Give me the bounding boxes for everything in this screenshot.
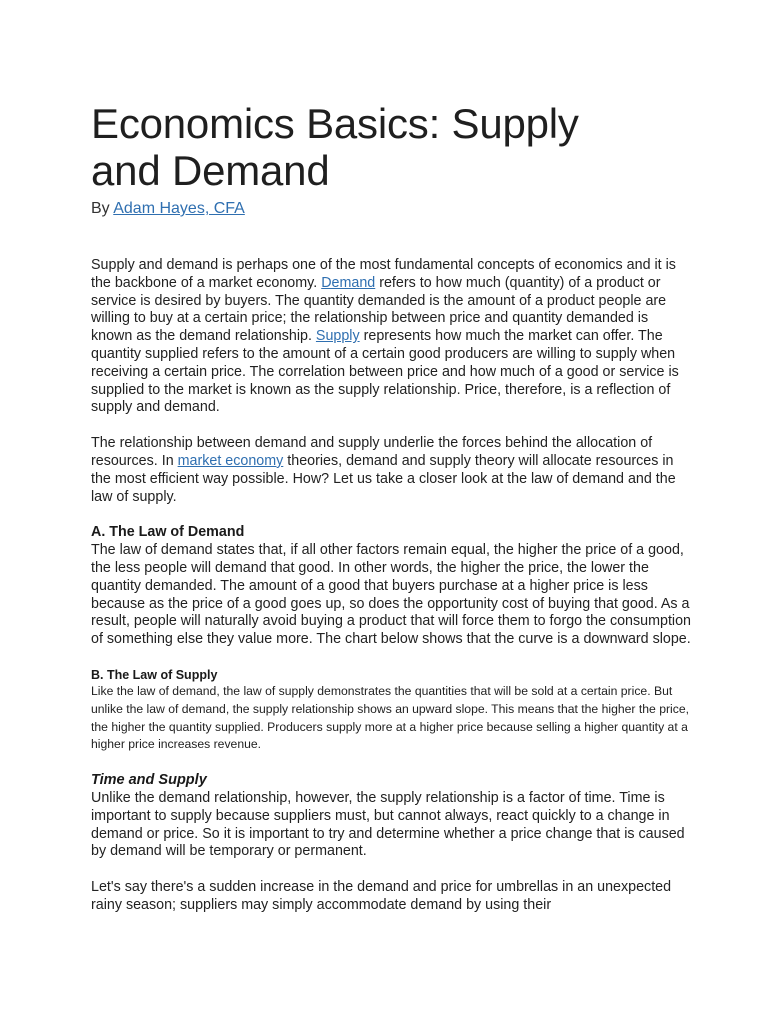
author-link[interactable]: Adam Hayes, CFA	[113, 200, 245, 217]
title-line-1: Economics Basics: Supply	[91, 100, 579, 147]
page-title	[91, 100, 691, 194]
supply-link[interactable]: Supply	[315, 328, 360, 345]
umbrella-paragraph: Let's say there's a sudden increase in the demand and price for umbrellas in an unexpected rainy season; suppliers may simply accommodate demand by using their	[91, 879, 672, 913]
law-of-demand-paragraph: The law of demand states that, if all other factors remain equal, the higher the price of a good, the less people will demand that good. In other words, the higher the price, the lower the quantity demanded. The amount of a good that buyers purchase at a higher price is less because as the price of a good goes up, so does the opportunity cost of buying that good. As a result, people will naturally avoid buying a product that will force them to forgo the consumption of something else they value more. The chart below shows that the curve is a downward slope.	[91, 542, 692, 648]
demand-link[interactable]: Demand	[321, 274, 376, 291]
byline-prefix: By	[91, 200, 114, 217]
law-of-demand-heading: A. The Law of Demand	[91, 524, 245, 541]
intro-paragraph-2	[91, 435, 691, 506]
intro-paragraph-1	[91, 257, 691, 417]
intro-text-1b: refers to how much (quantity) of a product or service is desired by buyers. The quantity demanded is the amount of a product people are willing to buy at a certain price; the relationship between price and quantity demanded is known as the demand relationship.	[91, 274, 667, 345]
law-of-supply-paragraph: Like the law of demand, the law of supply demonstrates the quantities that will be sold at a certain price. But unlike the law of demand, the supply relationship shows an upward slope. This means that the higher the price, the higher the quantity supplied. Producers supply more at a higher price because selling a higher quantity at a higher price increases revenue.	[91, 683, 689, 752]
intro-text-2b: theories, demand and supply theory will allocate resources in the most efficient way possible. How? Let us take a closer look at the law of demand and the law of supply.	[91, 452, 676, 505]
title-line-2: and Demand	[91, 147, 330, 194]
intro-text-2a: The relationship between demand and supply underlie the forces behind the allocation of resources. In	[91, 435, 653, 469]
intro-text-1a: Supply and demand is perhaps one of the most fundamental concepts of economics and it is the backbone of a market economy.	[91, 257, 676, 291]
intro-text-1c: represents how much the market can offer. The quantity supplied refers to the amount of a certain good producers are willing to supply when receiving a certain price. The correlation between price and how much of a good or service is supplied to the market is known as the supply relationship. Price, therefore, is a reflection of supply and demand.	[91, 328, 679, 416]
time-and-supply-paragraph: Unlike the demand relationship, however, the supply relationship is a factor of time. Time is important to supply because suppliers must, but cannot always, react quickly to a change in demand or price. So it is important to try and determine whether a price change that is caused by demand will be temporary or permanent.	[91, 789, 685, 860]
time-and-supply-heading: Time and Supply	[91, 772, 207, 789]
law-of-supply-heading: B. The Law of Supply	[91, 667, 218, 682]
byline	[91, 199, 691, 219]
article	[91, 100, 691, 915]
market-economy-link[interactable]: market economy	[177, 452, 284, 469]
